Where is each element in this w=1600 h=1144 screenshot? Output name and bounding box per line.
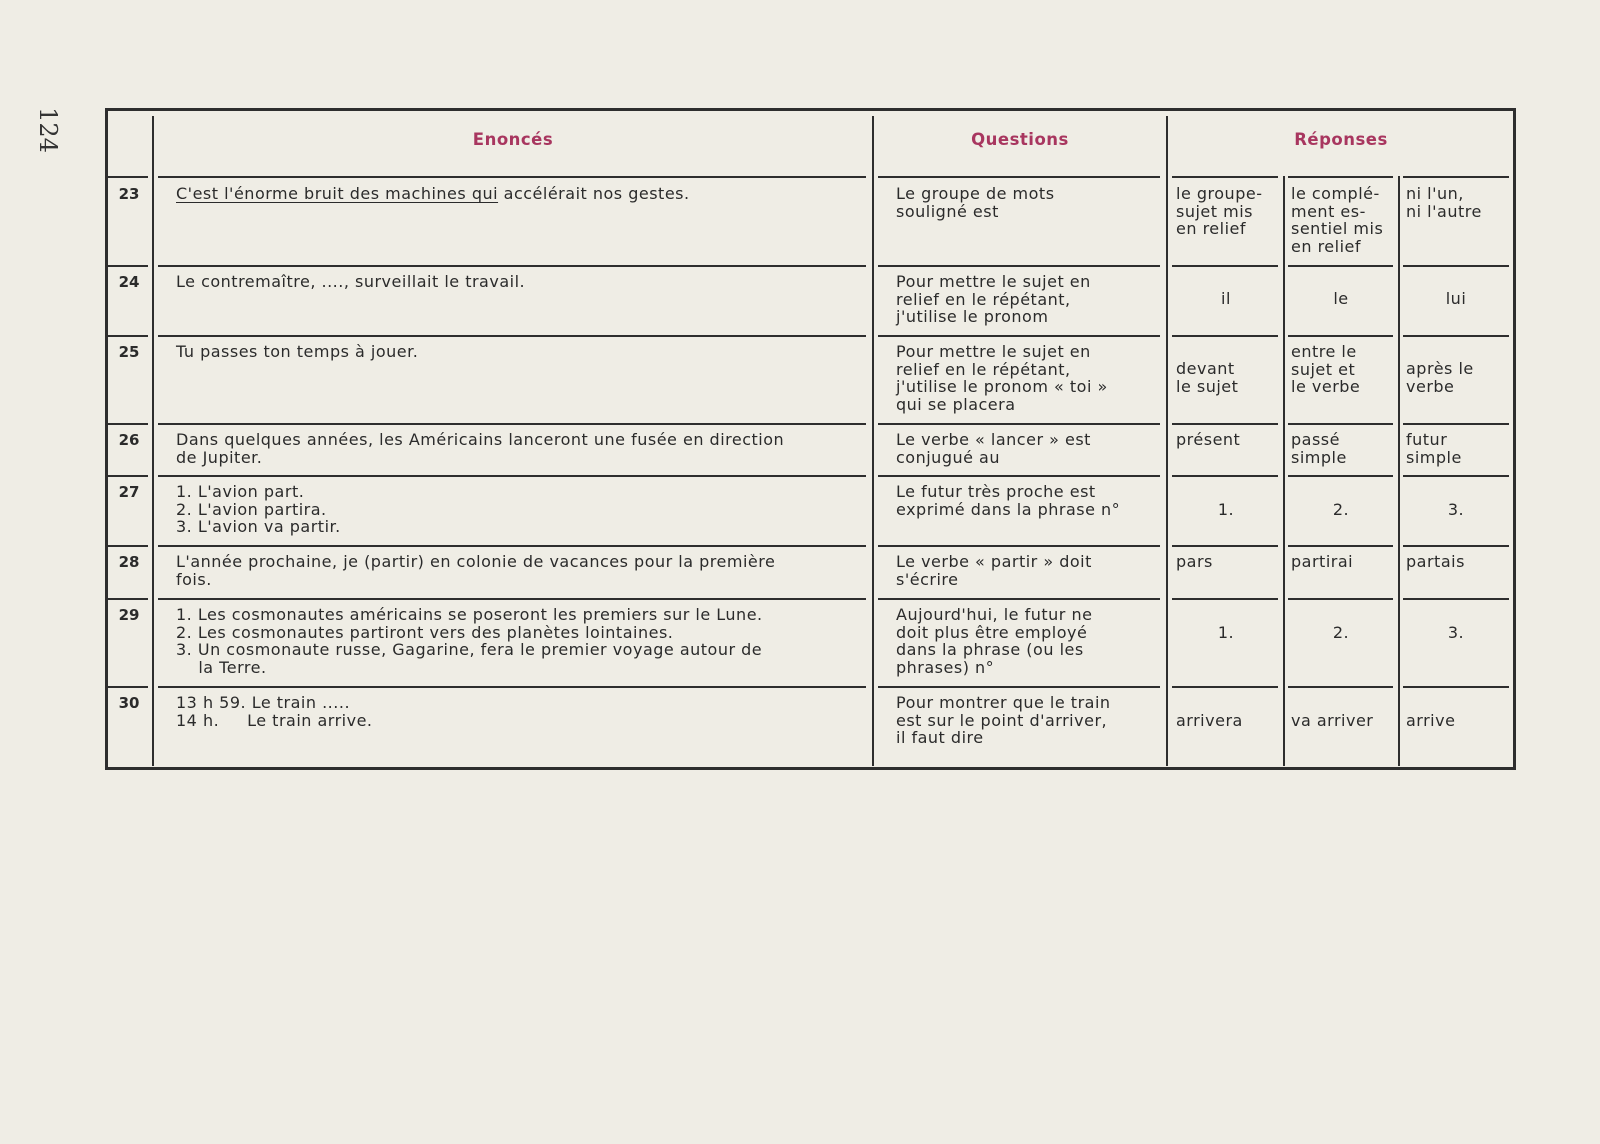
answer-b: 2. (1332, 623, 1350, 642)
answer-c: partais (1406, 552, 1465, 571)
enonce-line: 2. L'avion partira. (176, 499, 327, 519)
question-text: Aujourd'hui, le futur ne doit plus être employé dans la phrase (ou les phrases) n° (896, 605, 1093, 677)
enonce-text: Tu passes ton temps à jouer. (176, 342, 419, 361)
answer-b: va arriver (1291, 711, 1374, 730)
answer-b: 2. (1332, 500, 1350, 519)
answer-a: présent (1176, 430, 1241, 449)
header-reponses: Réponses (1294, 130, 1388, 149)
enonce-line: 14 h. Le train arrive. (176, 710, 373, 730)
enonce-line: 3. Un cosmonaute russe, Gagarine, fera le premier voyage autour de (176, 640, 763, 659)
enonce-line: 1. Les cosmonautes américains se poseront les premiers sur le Lune. (176, 605, 763, 624)
column-rule-number (152, 116, 154, 766)
header-questions: Questions (971, 130, 1069, 149)
answer-c: futur simple (1406, 430, 1462, 467)
page-number: 124 (34, 107, 62, 153)
question-text: Pour mettre le sujet en relief en le répétant, j'utilise le pronom (896, 272, 1091, 326)
row-number: 23 (118, 185, 140, 203)
answer-c: lui (1445, 289, 1467, 308)
row-number: 26 (118, 431, 140, 449)
answer-a: arrivera (1176, 711, 1243, 730)
header-enonces: Enoncés (472, 130, 554, 149)
enonce-line: 2. Les cosmonautes partiront vers des planètes lointaines. (176, 622, 674, 642)
enonce-text: L'année prochaine, je (partir) en colonie de vacances pour la première fois. (176, 552, 776, 589)
question-text: Le futur très proche est exprimé dans la phrase n° (896, 482, 1121, 519)
question-text: Pour montrer que le train est sur le point d'arriver, il faut dire (896, 693, 1111, 747)
column-rule-answer-b (1398, 176, 1400, 766)
row-number: 29 (118, 606, 140, 624)
answer-a: il (1221, 289, 1231, 308)
answer-b: le (1333, 289, 1349, 308)
answer-a: 1. (1217, 623, 1235, 642)
column-rule-enonces (872, 116, 874, 766)
enonce-list (176, 606, 763, 676)
question-text: Le verbe « partir » doit s'écrire (896, 552, 1092, 589)
answer-b: passé simple (1291, 430, 1347, 467)
answer-a: pars (1176, 552, 1213, 571)
row-number: 28 (118, 553, 140, 571)
row-number: 24 (118, 273, 140, 291)
question-text: Pour mettre le sujet en relief en le répétant, j'utilise le pronom « toi » qui se placera (896, 342, 1108, 414)
enonce-line: 1. L'avion part. (176, 482, 305, 501)
answer-c: après le verbe (1406, 359, 1474, 396)
answer-c: arrive (1406, 711, 1456, 730)
answer-a: 1. (1217, 500, 1235, 519)
answer-b: entre le sujet et le verbe (1291, 342, 1361, 396)
enonce-line: la Terre. (176, 657, 267, 677)
question-text: Le groupe de mots souligné est (896, 184, 1055, 221)
enonce-line: 3. L'avion va partir. (176, 517, 341, 536)
answer-b: le complé- ment es- sentiel mis en relief (1291, 184, 1384, 256)
underlined-phrase: C'est l'énorme bruit des machines qui (176, 184, 499, 203)
enonce-list (176, 694, 373, 729)
answer-c: ni l'un, ni l'autre (1406, 184, 1482, 221)
answer-a: devant le sujet (1176, 359, 1239, 396)
column-rule-questions (1166, 116, 1168, 766)
column-rule-answer-a (1283, 176, 1285, 766)
enonce-text: C'est l'énorme bruit des machines qui accélérait nos gestes. (176, 184, 690, 203)
answer-c: 3. (1447, 500, 1465, 519)
question-text: Le verbe « lancer » est conjugué au (896, 430, 1091, 467)
row-number: 30 (118, 694, 140, 712)
row-number: 27 (118, 483, 140, 501)
enonce-line: 13 h 59. Le train ..... (176, 693, 351, 712)
answer-a: le groupe- sujet mis en relief (1176, 184, 1263, 238)
enonce-text: Le contremaître, ...., surveillait le travail. (176, 272, 526, 291)
row-number: 25 (118, 343, 140, 361)
enonce-text: Dans quelques années, les Américains lanceront une fusée en direction de Jupiter. (176, 430, 785, 467)
answer-b: partirai (1291, 552, 1354, 571)
answer-c: 3. (1447, 623, 1465, 642)
enonce-list (176, 483, 341, 536)
